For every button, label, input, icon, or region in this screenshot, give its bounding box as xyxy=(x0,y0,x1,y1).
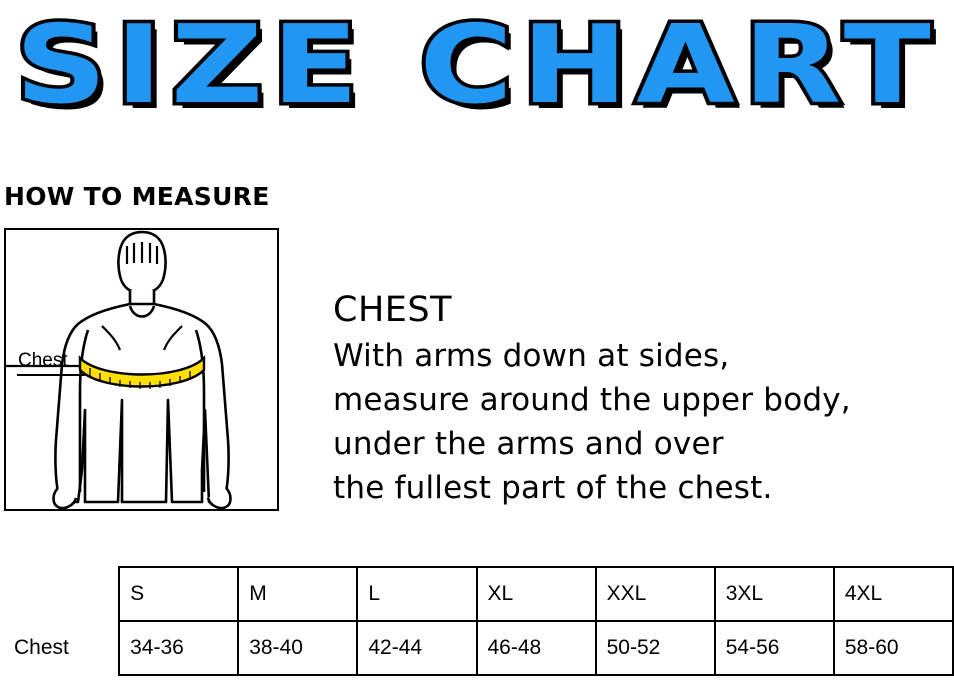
page-title-banner xyxy=(0,0,954,150)
table-cell-chest-m: 38-40 xyxy=(238,621,357,675)
table-corner-cell xyxy=(0,567,119,621)
table-cell-chest-4xl: 58-60 xyxy=(834,621,953,675)
size-table-wrapper xyxy=(0,566,954,676)
table-header-l: L xyxy=(357,567,476,621)
table-row-label-chest: Chest xyxy=(14,636,69,659)
table-cell-chest-s: 34-36 xyxy=(119,621,238,675)
figure-chest-label: Chest xyxy=(18,350,68,371)
chest-description-line-2: measure around the upper body, xyxy=(333,382,851,418)
chest-description xyxy=(333,288,948,510)
table-cell-chest-xxl: 50-52 xyxy=(596,621,715,675)
chest-description-line-3: under the arms and over xyxy=(333,426,724,462)
table-cell-chest-l: 42-44 xyxy=(357,621,476,675)
chest-description-heading: CHEST xyxy=(333,290,452,330)
table-header-xl: XL xyxy=(477,567,596,621)
table-header-4xl: 4XL xyxy=(834,567,953,621)
table-header-3xl: 3XL xyxy=(715,567,834,621)
size-table xyxy=(0,566,954,676)
table-row-header xyxy=(0,567,953,621)
table-header-m: M xyxy=(238,567,357,621)
table-row xyxy=(0,621,953,675)
table-cell-chest-3xl: 54-56 xyxy=(715,621,834,675)
chest-description-line-1: With arms down at sides, xyxy=(333,338,730,374)
how-to-measure-heading: HOW TO MEASURE xyxy=(4,182,270,211)
table-cell-chest-xl: 46-48 xyxy=(477,621,596,675)
chest-description-line-4: the fullest part of the chest. xyxy=(333,470,773,506)
table-header-s: S xyxy=(119,567,238,621)
table-header-xxl: XXL xyxy=(596,567,715,621)
figure-chest-label-underline xyxy=(17,374,85,376)
page-title: SIZE CHART xyxy=(15,3,939,128)
